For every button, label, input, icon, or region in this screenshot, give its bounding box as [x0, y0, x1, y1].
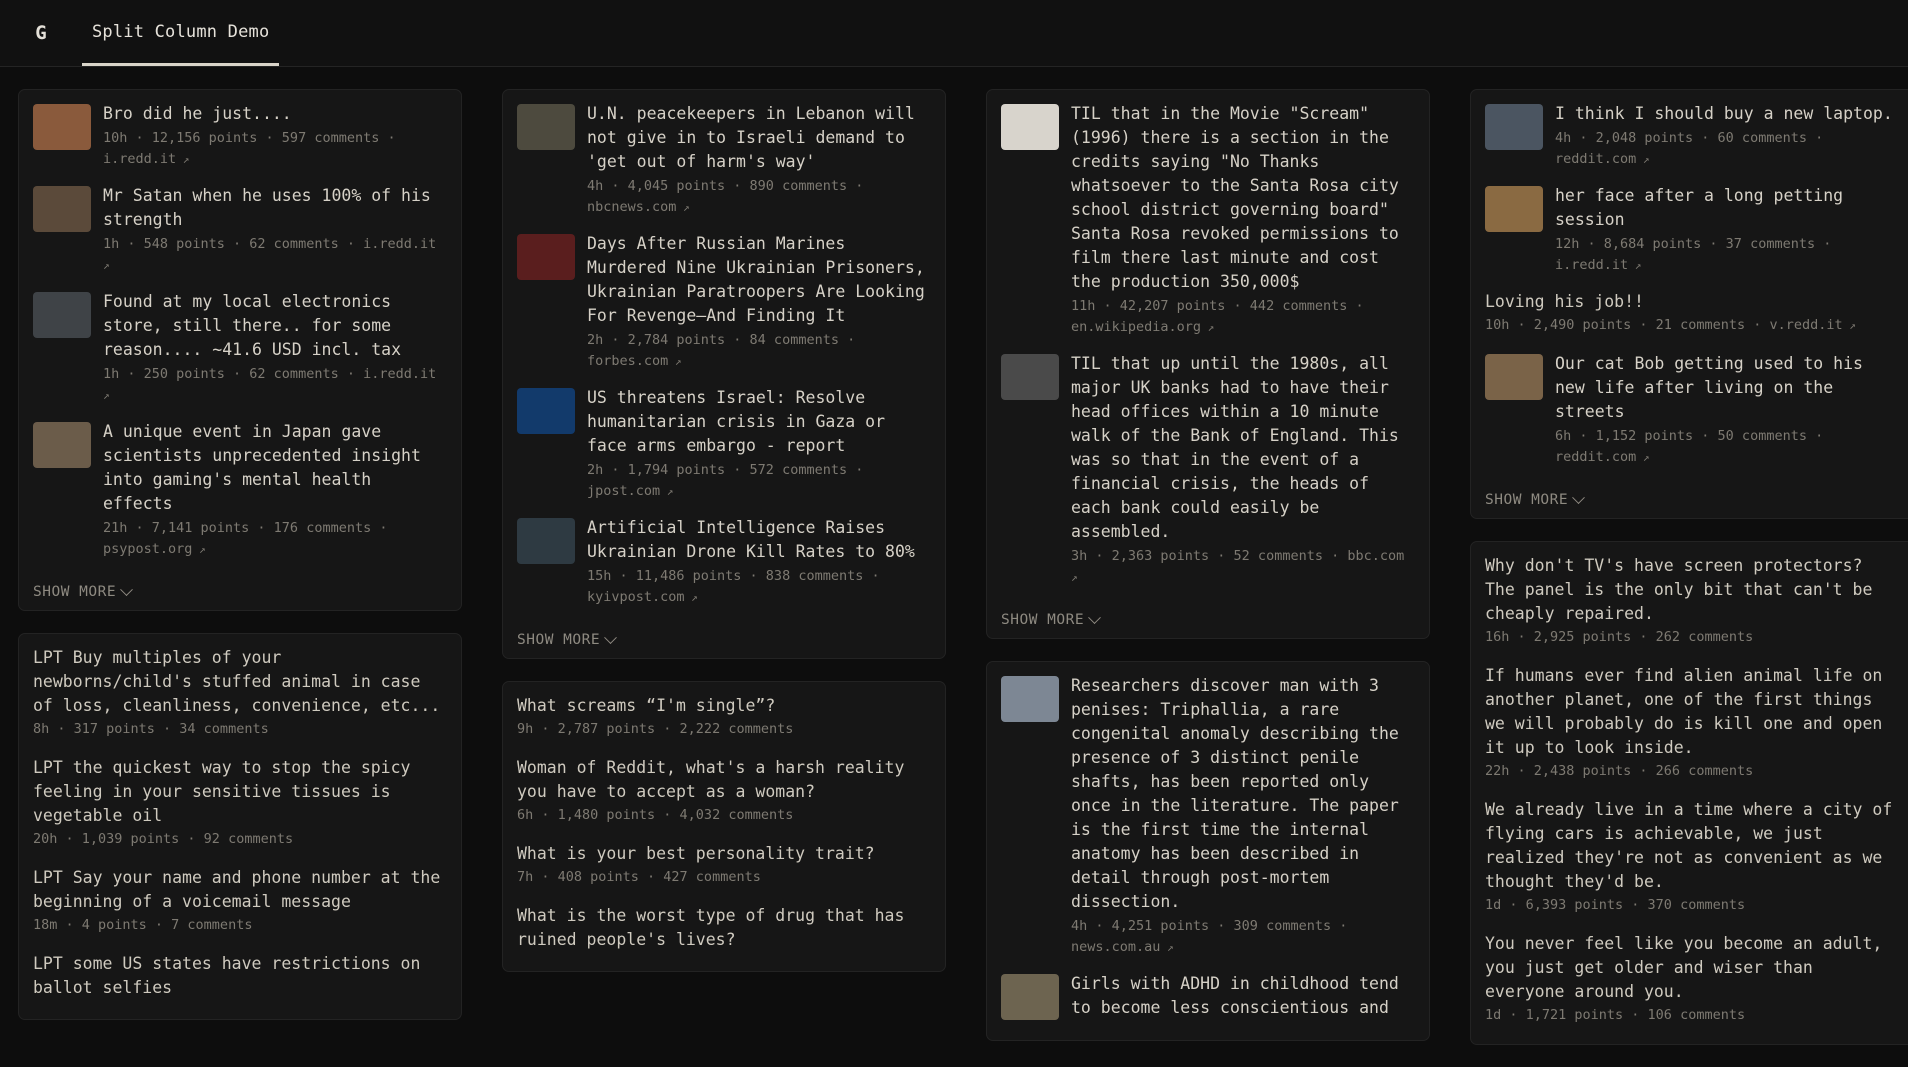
external-link-icon: ↗ [660, 485, 674, 498]
post-thumbnail[interactable] [1485, 354, 1543, 400]
show-more-button[interactable] [517, 632, 615, 648]
post-item[interactable] [517, 386, 931, 502]
post-item[interactable] [1001, 674, 1415, 958]
post-item[interactable] [517, 516, 931, 608]
post-meta [517, 867, 931, 888]
post-body [1485, 554, 1899, 648]
post-thumbnail[interactable] [517, 234, 575, 280]
post-title[interactable]: Researchers discover man with 3 penises: Triphallia, a rare congenital anomaly describing the presence of 3 distinct penile shafts, has been reported only once in the literature. The paper is the first time the internal anatomy has been described in detail through post-mortem dissection. [1071, 676, 1399, 911]
post-source-link[interactable]: psypost.org [103, 541, 193, 557]
post-body [1485, 798, 1899, 916]
post-item[interactable] [1001, 972, 1415, 1022]
post-title[interactable]: Woman of Reddit, what's a harsh reality you have to accept as a woman? [517, 758, 905, 801]
post-meta-text: 4h · 2,048 points · 60 comments · [1555, 130, 1824, 146]
post-title[interactable]: I think I should buy a new laptop. [1555, 104, 1893, 123]
chevron-down-icon [1088, 611, 1101, 624]
post-body [587, 386, 931, 502]
post-source-link[interactable]: en.wikipedia.org [1071, 319, 1202, 335]
tab-split-column-demo[interactable]: Split Column Demo [82, 0, 279, 66]
post-meta-text: 7h · 408 points · 427 comments [517, 869, 761, 885]
post-title[interactable]: If humans ever find alien animal life on another planet, one of the first things we will probably do is kill one and open it up to look inside. [1485, 666, 1883, 757]
post-title[interactable]: LPT some US states have restrictions on ballot selfies [33, 954, 421, 997]
post-meta-text: 3h · 2,363 points · 52 comments · [1071, 548, 1340, 564]
post-title[interactable]: We already live in a time where a city of flying cars is achievable, we just realized they're not as convenient as we thought they'd be. [1485, 800, 1893, 891]
post-item[interactable] [33, 102, 447, 170]
subreddit-card [502, 89, 946, 659]
post-meta-text: 15h · 11,486 points · 838 comments · [587, 568, 880, 584]
post-item[interactable] [1001, 102, 1415, 338]
post-meta [517, 719, 931, 740]
post-source-link[interactable]: v.redd.it [1769, 317, 1843, 333]
app-logo[interactable]: G [35, 22, 47, 44]
post-title[interactable]: LPT the quickest way to stop the spicy feeling in your sensitive tissues is vegetable oil [33, 758, 411, 825]
post-title[interactable]: LPT Buy multiples of your newborns/child's stuffed animal in case of loss, cleanliness, convenience, etc... [33, 648, 441, 715]
show-more-label: SHOW MORE [1001, 612, 1085, 628]
post-body [33, 756, 447, 850]
post-item[interactable] [33, 184, 447, 276]
feed-column [18, 81, 462, 1042]
subreddit-card [18, 89, 462, 611]
post-body [103, 420, 447, 560]
post-source-link[interactable]: jpost.com [587, 483, 661, 499]
post-title[interactable]: TIL that in the Movie "Scream" (1996) there is a section in the credits saying "No Thanks whatsoever to the Santa Rosa city school district governing board" Santa Rosa revoked permissions to film there last minute and cost the production 350,000$ [1071, 104, 1399, 291]
external-link-icon: ↗ [103, 389, 110, 402]
post-source-link[interactable]: forbes.com [587, 353, 669, 369]
post-meta-text: 21h · 7,141 points · 176 comments · [103, 520, 388, 536]
post-meta [103, 364, 447, 406]
post-title[interactable]: Why don't TV's have screen protectors? The panel is the only bit that can't be cheaply repaired. [1485, 556, 1873, 623]
post-meta-text: 1h · 250 points · 62 comments · [103, 366, 355, 382]
post-body [103, 290, 447, 406]
post-title[interactable]: Days After Russian Marines Murdered Nine Ukrainian Prisoners, Ukrainian Paratroopers Are Looking For Revenge—And Finding It [587, 234, 925, 325]
post-item[interactable] [33, 756, 447, 850]
post-meta-text: 2h · 1,794 points · 572 comments · [587, 462, 864, 478]
post-meta-text: 8h · 317 points · 34 comments [33, 721, 269, 737]
post-thumbnail[interactable] [1001, 974, 1059, 1020]
subreddit-card [1470, 541, 1908, 1045]
post-body [33, 866, 447, 936]
column-container [0, 67, 1908, 1023]
external-link-icon: ↗ [103, 259, 110, 272]
post-body [103, 184, 447, 276]
post-item[interactable] [33, 952, 447, 1001]
post-meta [1555, 234, 1899, 276]
top-bar [0, 0, 1908, 67]
post-item[interactable] [33, 290, 447, 406]
post-item[interactable] [1485, 290, 1899, 336]
show-more-button[interactable] [1485, 492, 1583, 508]
post-thumbnail[interactable] [33, 104, 91, 150]
post-item[interactable] [1485, 352, 1899, 468]
post-meta-text: 6h · 1,152 points · 50 comments · [1555, 428, 1824, 444]
post-meta [1071, 916, 1415, 958]
post-item[interactable] [1485, 554, 1899, 648]
post-title[interactable]: What is the worst type of drug that has ruined people's lives? [517, 906, 905, 949]
post-thumbnail[interactable] [33, 186, 91, 232]
post-meta [1485, 895, 1899, 916]
subreddit-card [18, 633, 462, 1020]
post-meta [103, 518, 447, 560]
post-meta [33, 829, 447, 850]
post-item[interactable] [517, 842, 931, 888]
post-meta [1485, 1005, 1899, 1026]
post-meta [1485, 761, 1899, 782]
post-item[interactable] [517, 756, 931, 826]
post-title[interactable]: LPT Say your name and phone number at the beginning of a voicemail message [33, 868, 441, 911]
post-body [517, 842, 931, 888]
post-item[interactable] [1485, 932, 1899, 1026]
post-source-link[interactable]: reddit.com [1555, 449, 1637, 465]
post-source-link[interactable]: i.redd.it [363, 366, 437, 382]
post-meta [1555, 426, 1899, 468]
post-title[interactable]: U.N. peacekeepers in Lebanon will not give in to Israeli demand to 'get out of harm's way' [587, 104, 915, 171]
post-meta [1071, 546, 1415, 588]
post-meta-text: 16h · 2,925 points · 262 comments [1485, 629, 1754, 645]
post-meta [587, 176, 931, 218]
external-link-icon: ↗ [1842, 319, 1856, 332]
post-meta [1555, 128, 1899, 170]
post-item[interactable] [517, 694, 931, 740]
post-body [1485, 290, 1899, 336]
external-link-icon: ↗ [1071, 571, 1078, 584]
post-meta [587, 460, 931, 502]
post-item[interactable] [517, 904, 931, 953]
post-thumbnail[interactable] [1485, 104, 1543, 150]
post-body [1071, 972, 1415, 1022]
post-meta [103, 128, 447, 170]
post-title[interactable]: Loving his job!! [1485, 292, 1644, 311]
show-more-label: SHOW MORE [517, 632, 601, 648]
show-more-button[interactable] [33, 584, 131, 600]
show-more-label: SHOW MORE [1485, 492, 1569, 508]
post-body [517, 694, 931, 740]
post-item[interactable] [33, 420, 447, 560]
post-meta [1071, 296, 1415, 338]
post-title[interactable]: Our cat Bob getting used to his new life after living on the streets [1555, 354, 1863, 421]
post-title[interactable]: US threatens Israel: Resolve humanitarian crisis in Gaza or face arms embargo - report [587, 388, 886, 455]
post-body [517, 756, 931, 826]
post-title[interactable]: Girls with ADHD in childhood tend to become less conscientious and [1071, 974, 1399, 1017]
post-thumbnail[interactable] [517, 388, 575, 434]
tab-strip [82, 0, 279, 66]
post-source-link[interactable]: i.redd.it [363, 236, 437, 252]
post-source-link[interactable]: kyivpost.com [587, 589, 685, 605]
post-meta-text: 4h · 4,045 points · 890 comments · [587, 178, 864, 194]
post-meta [587, 566, 931, 608]
post-body [1071, 102, 1415, 338]
post-body [587, 232, 931, 372]
external-link-icon: ↗ [176, 153, 190, 166]
post-title[interactable]: Found at my local electronics store, still there.. for some reason.... ~41.6 USD incl. tax [103, 292, 402, 359]
external-link-icon: ↗ [1628, 259, 1642, 272]
post-body [1485, 932, 1899, 1026]
post-meta-text: 1d · 6,393 points · 370 comments [1485, 897, 1746, 913]
post-item[interactable] [517, 102, 931, 218]
chevron-down-icon [1572, 491, 1585, 504]
post-meta-text: 18m · 4 points · 7 comments [33, 917, 253, 933]
chevron-down-icon [120, 583, 133, 596]
feed-column [502, 81, 946, 994]
post-title[interactable]: You never feel like you become an adult, you just get older and wiser than everyone around you. [1485, 934, 1883, 1001]
post-item[interactable] [1001, 352, 1415, 588]
post-item[interactable] [1485, 184, 1899, 276]
post-thumbnail[interactable] [517, 104, 575, 150]
post-item[interactable] [517, 232, 931, 372]
post-title[interactable]: Bro did he just.... [103, 104, 292, 123]
external-link-icon: ↗ [1636, 451, 1650, 464]
post-item[interactable] [1485, 798, 1899, 916]
post-body [1555, 184, 1899, 276]
subreddit-card [1470, 89, 1908, 519]
feed-column [986, 81, 1430, 1063]
post-body [33, 952, 447, 1001]
subreddit-card [502, 681, 946, 972]
post-thumbnail[interactable] [1001, 354, 1059, 400]
post-body [1555, 352, 1899, 468]
post-meta-text: 4h · 4,251 points · 309 comments · [1071, 918, 1348, 934]
post-body [1555, 102, 1899, 170]
post-body [517, 904, 931, 953]
post-source-link[interactable]: i.redd.it [103, 151, 177, 167]
post-meta-text: 10h · 12,156 points · 597 comments · [103, 130, 396, 146]
external-link-icon: ↗ [1201, 321, 1215, 334]
post-body [33, 646, 447, 740]
post-source-link[interactable]: reddit.com [1555, 151, 1637, 167]
post-body [587, 516, 931, 608]
post-body [1485, 664, 1899, 782]
post-meta [1485, 315, 1899, 336]
subreddit-card [986, 89, 1430, 639]
post-meta-text: 10h · 2,490 points · 21 comments · [1485, 317, 1762, 333]
external-link-icon: ↗ [1160, 941, 1174, 954]
post-meta-text: 22h · 2,438 points · 266 comments [1485, 763, 1754, 779]
feed-column [1470, 81, 1908, 1067]
post-meta-text: 9h · 2,787 points · 2,222 comments [517, 721, 794, 737]
chevron-down-icon [604, 631, 617, 644]
post-item[interactable] [33, 646, 447, 740]
external-link-icon: ↗ [192, 543, 206, 556]
post-source-link[interactable]: nbcnews.com [587, 199, 677, 215]
post-body [587, 102, 931, 218]
post-item[interactable] [1485, 664, 1899, 782]
post-thumbnail[interactable] [1485, 186, 1543, 232]
post-title[interactable]: A unique event in Japan gave scientists unprecedented insight into gaming's mental health effects [103, 422, 421, 513]
post-source-link[interactable]: bbc.com [1347, 548, 1405, 564]
post-body [1071, 352, 1415, 588]
post-source-link[interactable]: i.redd.it [1555, 257, 1629, 273]
post-meta [33, 719, 447, 740]
external-link-icon: ↗ [684, 591, 698, 604]
post-body [1071, 674, 1415, 958]
post-item[interactable] [33, 866, 447, 936]
post-meta [517, 805, 931, 826]
post-source-link[interactable]: news.com.au [1071, 939, 1161, 955]
post-thumbnail[interactable] [1001, 104, 1059, 150]
post-meta-text: 2h · 2,784 points · 84 comments · [587, 332, 856, 348]
post-meta-text: 1d · 1,721 points · 106 comments [1485, 1007, 1746, 1023]
post-thumbnail[interactable] [517, 518, 575, 564]
show-more-button[interactable] [1001, 612, 1099, 628]
post-title[interactable]: Mr Satan when he uses 100% of his strength [103, 186, 431, 229]
post-meta [587, 330, 931, 372]
post-meta [1485, 627, 1899, 648]
post-body [103, 102, 447, 170]
post-meta-text: 6h · 1,480 points · 4,032 comments [517, 807, 794, 823]
post-title[interactable]: What screams “I'm single”? [517, 696, 776, 715]
post-meta [103, 234, 447, 276]
post-title[interactable]: her face after a long petting session [1555, 186, 1844, 229]
post-meta [33, 915, 447, 936]
post-thumbnail[interactable] [33, 422, 91, 468]
post-item[interactable] [1485, 102, 1899, 170]
external-link-icon: ↗ [668, 355, 682, 368]
post-title[interactable]: TIL that up until the 1980s, all major UK banks had to have their head offices within a 10 minute walk of the Bank of England. This was so that in the event of a financial crisis, the heads of each bank could easily be assembled. [1071, 354, 1399, 541]
external-link-icon: ↗ [1636, 153, 1650, 166]
post-meta-text: 12h · 8,684 points · 37 comments · [1555, 236, 1832, 252]
post-thumbnail[interactable] [1001, 676, 1059, 722]
post-thumbnail[interactable] [33, 292, 91, 338]
external-link-icon: ↗ [676, 201, 690, 214]
show-more-label: SHOW MORE [33, 584, 117, 600]
post-meta-text: 1h · 548 points · 62 comments · [103, 236, 355, 252]
post-title[interactable]: Artificial Intelligence Raises Ukrainian Drone Kill Rates to 80% [587, 518, 915, 561]
post-title[interactable]: What is your best personality trait? [517, 844, 875, 863]
subreddit-card [986, 661, 1430, 1041]
post-meta-text: 20h · 1,039 points · 92 comments [33, 831, 294, 847]
post-meta-text: 11h · 42,207 points · 442 comments · [1071, 298, 1364, 314]
